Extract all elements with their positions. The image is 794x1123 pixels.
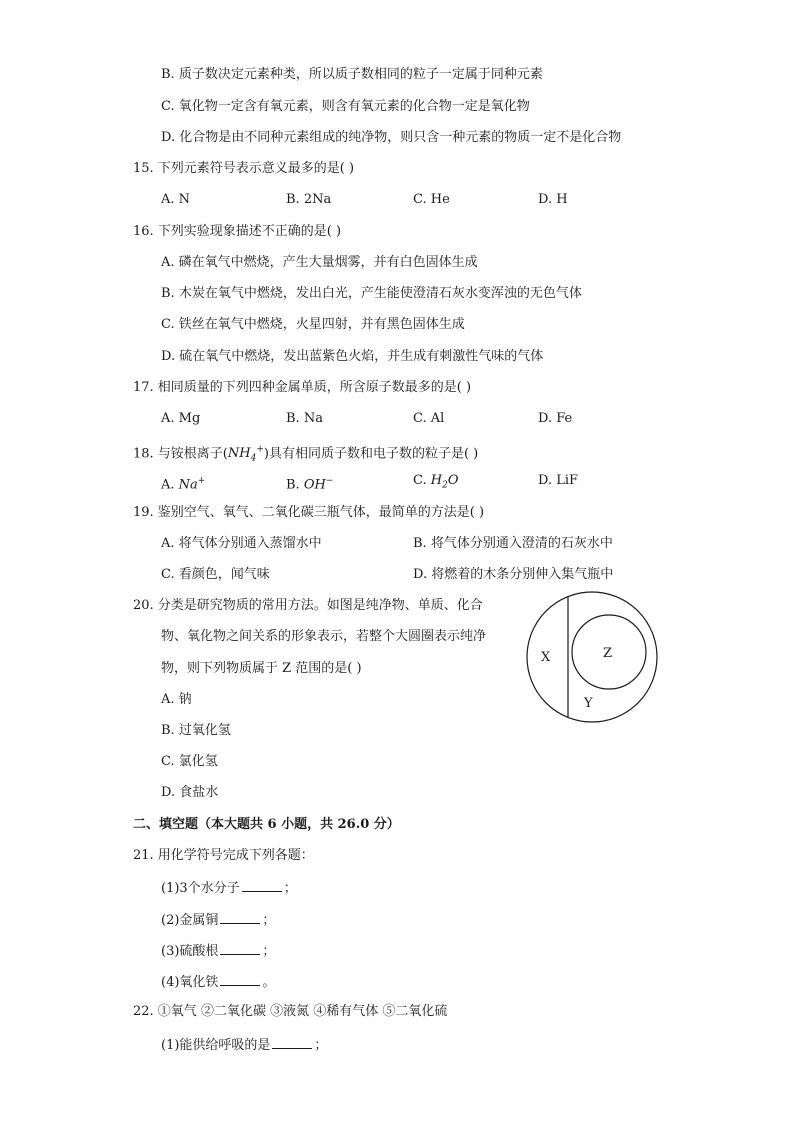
q16-option-b: B. 木炭在氧气中燃烧，发出白光，产生能使澄清石灰水变浑浊的无色气体 bbox=[161, 286, 582, 301]
q15-stem: 15. 下列元素符号表示意义最多的是( ) bbox=[133, 161, 355, 176]
answer-blank[interactable] bbox=[220, 973, 260, 986]
q19-stem: 19. 鉴别空气、氧气、二氧化碳三瓶气体，最简单的方法是( ) bbox=[133, 505, 485, 520]
q19-option-b: B. 将气体分别通入澄清的石灰水中 bbox=[413, 536, 613, 551]
q20-option-a: A. 钠 bbox=[161, 692, 192, 707]
q20-stem-line1: 20. 分类是研究物质的常用方法。如图是纯净物、单质、化合 bbox=[133, 598, 483, 613]
q16-option-a: A. 磷在氧气中燃烧，产生大量烟雾，并有白色固体生成 bbox=[161, 255, 478, 270]
q18-option-d: D. LiF bbox=[538, 473, 579, 488]
q18-stem-prefix: 18. 与铵根离子( bbox=[133, 446, 228, 462]
q17-option-d: D. Fe bbox=[538, 411, 573, 426]
q17-stem: 17. 相同质量的下列四种金属单质，所含原子数最多的是( ) bbox=[133, 380, 472, 395]
q18-stem bbox=[133, 442, 478, 467]
label-z: Z bbox=[603, 646, 613, 661]
answer-blank[interactable] bbox=[220, 911, 260, 924]
q21-item-3: (3)硫酸根 ； bbox=[161, 944, 276, 959]
q21-item-4: (4)氧化铁 。 bbox=[161, 975, 276, 990]
label-y: Y bbox=[584, 696, 593, 711]
q19-option-d: D. 将燃着的木条分别伸入集气瓶中 bbox=[413, 567, 614, 582]
q14-option-d: D. 化合物是由不同种元素组成的纯净物，则只含一种元素的物质一定不是化合物 bbox=[161, 130, 622, 145]
q20-option-b: B. 过氧化氢 bbox=[161, 723, 231, 738]
q18-option-a: A. Na+ bbox=[161, 476, 206, 493]
q17-option-b: B. Na bbox=[286, 411, 323, 426]
q19-option-c: C. 看颜色，闻气味 bbox=[161, 567, 270, 582]
q20-option-d: D. 食盐水 bbox=[161, 785, 219, 800]
q18-stem-suffix: )具有相同质子数和电子数的粒子是( ) bbox=[263, 446, 479, 462]
ammonium-formula: $NH_4^+$ bbox=[227, 445, 264, 464]
classification-circle-diagram bbox=[524, 590, 660, 724]
q16-option-d: D. 硫在氧气中燃烧，发出蓝紫色火焰，并生成有刺激性气味的气体 bbox=[161, 349, 544, 364]
answer-blank[interactable] bbox=[242, 879, 282, 892]
q16-stem: 16. 下列实验现象描述不正确的是( ) bbox=[133, 224, 342, 239]
answer-blank[interactable] bbox=[272, 1036, 312, 1049]
label-x: X bbox=[541, 650, 551, 665]
q15-option-b: B. 2Na bbox=[286, 192, 332, 207]
section-2-header: 二、填空题（本大题共 6 小题，共 26.0 分） bbox=[133, 817, 400, 832]
q20-stem-line3: 物，则下列物质属于 Z 范围的是( ) bbox=[161, 661, 362, 676]
q20-option-c: C. 氯化氢 bbox=[161, 754, 218, 769]
q15-option-a: A. N bbox=[161, 192, 191, 207]
q17-option-c: C. Al bbox=[413, 411, 445, 426]
q21-item-2: (2)金属铜 ； bbox=[161, 913, 276, 928]
q20-stem-line2: 物、氧化物之间关系的形象表示，若整个大圆圈表示纯净 bbox=[161, 629, 487, 644]
q15-option-d: D. H bbox=[538, 192, 568, 207]
answer-blank[interactable] bbox=[220, 942, 260, 955]
q21-stem: 21. 用化学符号完成下列各题： bbox=[133, 848, 314, 863]
q18-option-b: B. OH− bbox=[286, 476, 334, 493]
q22-stem: 22. ①氧气 ②二氧化碳 ③液氮 ④稀有气体 ⑤二氧化硫 bbox=[133, 1004, 448, 1019]
q15-option-c: C. He bbox=[413, 192, 450, 207]
q14-option-b: B. 质子数决定元素种类，所以质子数相同的粒子一定属于同种元素 bbox=[161, 67, 543, 82]
q17-option-a: A. Mg bbox=[161, 411, 201, 426]
q19-option-a: A. 将气体分别通入蒸馏水中 bbox=[161, 536, 322, 551]
q22-item-1: (1)能供给呼吸的是 ； bbox=[161, 1038, 328, 1053]
q16-option-c: C. 铁丝在氧气中燃烧，火星四射，并有黑色固体生成 bbox=[161, 317, 465, 332]
q21-item-1: (1)3个水分子 ； bbox=[161, 881, 297, 896]
q18-option-c: C. $H_2O$ bbox=[413, 473, 459, 491]
q14-option-c: C. 氧化物一定含有氧元素，则含有氧元素的化合物一定是氧化物 bbox=[161, 99, 530, 114]
